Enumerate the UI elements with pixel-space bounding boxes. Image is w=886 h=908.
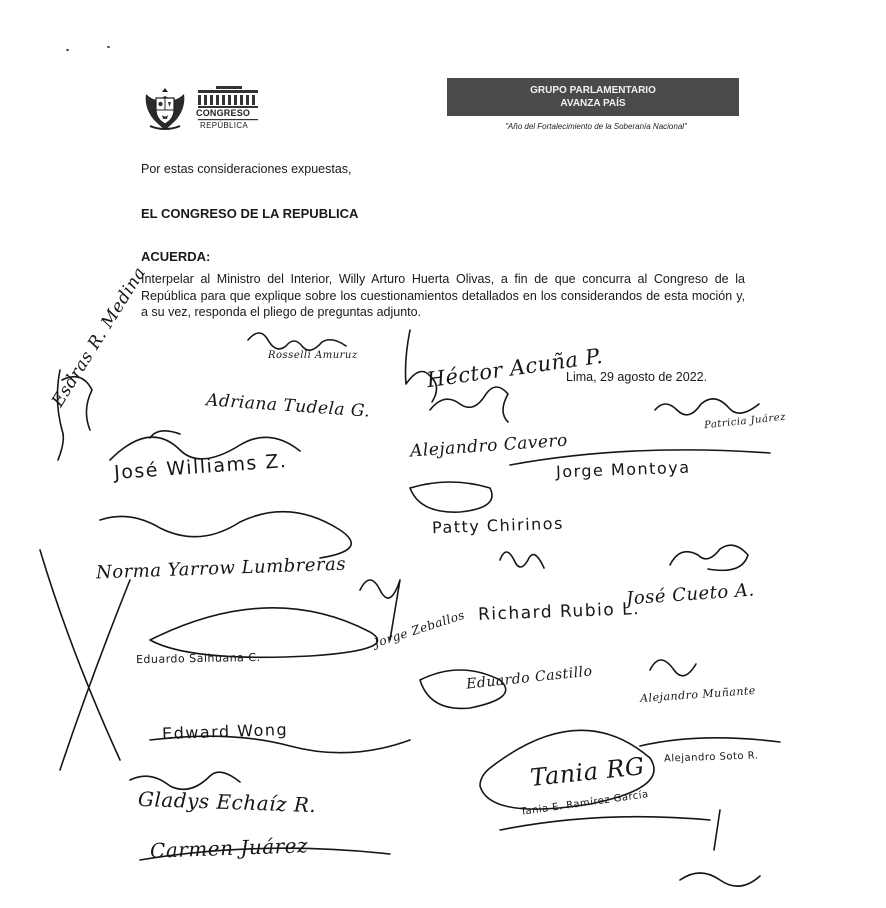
signature-name: Patricia Juárez	[703, 411, 787, 432]
resolution-paragraph: Interpelar al Ministro del Interior, Willy Arturo Huerta Olivas, a fin de que concurra al Congreso de la República para que explique sobre los cuestionamientos detallados en los considerandos de esta moción y, a su vez, responda el pliego de preguntas adjunto.	[141, 272, 745, 319]
signature-name: Norma Yarrow Lumbreras	[95, 553, 347, 584]
congress-logo-subword: REPÚBLICA	[200, 121, 249, 130]
signature-name: Jorge Montoya	[555, 457, 691, 482]
signature-name: Adriana Tudela G.	[205, 390, 371, 422]
considerations-line: Por estas consideraciones expuestas,	[141, 162, 352, 176]
signature-name: Jorge Zeballos	[372, 607, 467, 651]
scan-speck	[66, 49, 69, 51]
year-motto: "Año del Fortalecimiento de la Soberanía Nacional"	[505, 122, 687, 131]
signature-name: Carmen Juárez	[149, 833, 309, 863]
acuerda-heading: ACUERDA:	[141, 249, 211, 264]
signature-name: Rosselli Amuruz	[268, 350, 358, 361]
signature-name: Eduardo Castillo	[465, 663, 594, 693]
signature-name: Eduardo Salhuana C.	[135, 650, 261, 667]
signature-name: Gladys Echaíz R.	[137, 786, 317, 818]
scan-speck	[107, 46, 110, 48]
signature-name: Alejandro Soto R.	[663, 750, 759, 765]
group-banner-line2: AVANZA PAÍS	[560, 98, 626, 109]
signature-name: José Williams Z.	[113, 449, 289, 485]
signature-name: Héctor Acuña P.	[425, 343, 605, 393]
signature-name: Esdras R. Medina	[48, 263, 151, 411]
date-line: Lima, 29 agosto de 2022.	[566, 370, 708, 384]
congress-heading: EL CONGRESO DE LA REPUBLICA	[141, 206, 359, 221]
signature-name: Tania RG	[528, 752, 646, 792]
group-banner	[447, 78, 739, 116]
group-banner-line1: GRUPO PARLAMENTARIO	[530, 85, 656, 96]
signature-name: Patty Chirinos	[431, 513, 565, 538]
congress-logo-word: CONGRESO	[196, 108, 251, 118]
signature-name: José Cueto A.	[625, 579, 756, 610]
coat-of-arms-icon	[140, 84, 190, 134]
signature-name: Tania E. Ramírez García	[519, 789, 650, 818]
signature-name: Alejandro Cavero	[409, 430, 569, 462]
signature-name: Richard Rubio L.	[477, 599, 641, 625]
signature-name: Edward Wong	[161, 719, 289, 744]
signature-name: Alejandro Muñante	[639, 683, 757, 706]
